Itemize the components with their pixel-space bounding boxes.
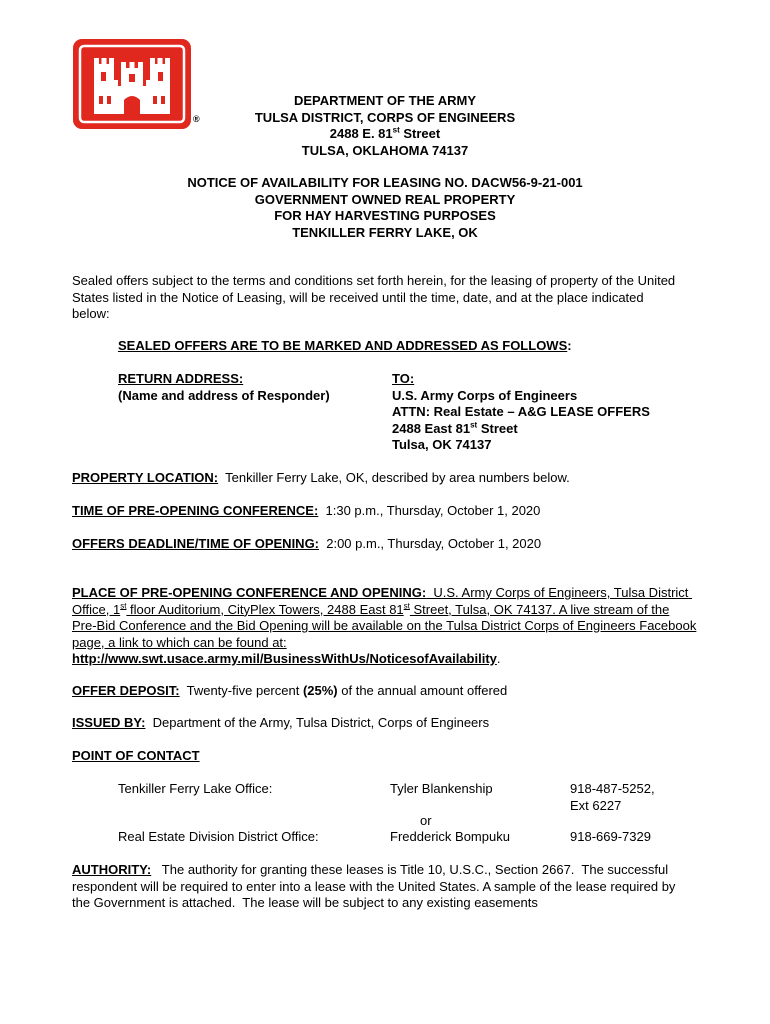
notices-link[interactable]: http://www.swt.usace.army.mil/BusinessWithUs/NoticesofAvailability — [72, 651, 497, 666]
letterhead-line3: 2488 E. 81st Street — [329, 125, 441, 141]
place-label: PLACE OF PRE-OPENING CONFERENCE AND OPENING: — [72, 585, 427, 600]
to-label: TO: — [392, 371, 415, 386]
intro-paragraph: Sealed offers subject to the terms and conditions set forth herein, for the leasing of property of the United States listed in the Notice of Leasing, will be received until the time, date, and at the place indicated below: — [72, 273, 676, 321]
notice-line1: NOTICE OF AVAILABILITY FOR LEASING NO. DACW56-9-21-001 — [187, 175, 583, 190]
return-address-label: RETURN ADDRESS: — [118, 371, 244, 386]
letterhead — [0, 93, 770, 159]
offer-deposit-label: OFFER DEPOSIT: — [72, 683, 180, 698]
poc-phone2: 918-669-7329 — [570, 829, 651, 844]
notice-line2: GOVERNMENT OWNED REAL PROPERTY — [254, 191, 516, 207]
to-address-block — [392, 371, 650, 454]
authority-paragraph: AUTHORITY: The authority for granting these leases is Title 10, U.S.C., Section 2667. The successful respondent will be required to enter into a lease with the United States. A sample of the lease required by the Government is attached. The lease will be subject to any existing easements — [72, 862, 680, 910]
to-line3: 2488 East 81st Street — [392, 420, 518, 436]
issued-by: ISSUED BY: Department of the Army, Tulsa District, Corps of Engineers — [72, 715, 490, 730]
issued-by-label: ISSUED BY: — [72, 715, 146, 730]
preopening-time: TIME OF PRE-OPENING CONFERENCE: 1:30 p.m., Thursday, October 1, 2020 — [72, 503, 541, 518]
letterhead-line4: TULSA, OKLAHOMA 74137 — [301, 142, 469, 158]
point-of-contact-heading: POINT OF CONTACT — [72, 748, 200, 763]
preopening-label: TIME OF PRE-OPENING CONFERENCE: — [72, 503, 319, 518]
poc-phone1: 918-487-5252, Ext 6227 — [570, 781, 655, 813]
place-paragraph: PLACE OF PRE-OPENING CONFERENCE AND OPENING: U.S. Army Corps of Engineers, Tulsa District Office, 1st floor Auditorium, CityPlex Towers, 2488 East 81st Street, Tulsa, OK 74137. A live stream of the Pre-Bid Conference and the Bid Opening will be available on the Tulsa District Corps of Engineers Facebook page, a link to which can be found at: http://www.swt.usace.army.mil/BusinessWithUs/NoticesofAvailability. — [72, 585, 697, 666]
notice-title — [0, 175, 770, 241]
notice-line3: FOR HAY HARVESTING PURPOSES — [274, 208, 496, 223]
registered-mark: ® — [193, 114, 200, 124]
offers-deadline: OFFERS DEADLINE/TIME OF OPENING: 2:00 p.m., Thursday, October 1, 2020 — [72, 536, 542, 551]
property-location-label: PROPERTY LOCATION: — [72, 470, 219, 485]
return-address-block — [118, 371, 330, 404]
to-line2: ATTN: Real Estate – A&G LEASE OFFERS — [392, 404, 650, 419]
letterhead-line2: TULSA DISTRICT, CORPS OF ENGINEERS — [254, 109, 516, 125]
to-line4: Tulsa, OK 74137 — [392, 437, 492, 452]
offer-deposit: OFFER DEPOSIT: Twenty-five percent (25%) of the annual amount offered — [72, 683, 508, 698]
authority-label: AUTHORITY: — [72, 862, 152, 877]
property-location: PROPERTY LOCATION: Tenkiller Ferry Lake, OK, described by area numbers below. — [72, 470, 570, 485]
return-address-sub: (Name and address of Responder) — [118, 387, 330, 403]
poc-or: or — [420, 813, 432, 828]
poc-office2: Real Estate Division District Office: — [118, 829, 319, 844]
sealed-offers-heading: SEALED OFFERS ARE TO BE MARKED AND ADDRESSED AS FOLLOWS: — [118, 338, 572, 353]
poc-office1: Tenkiller Ferry Lake Office: — [118, 781, 273, 796]
deadline-label: OFFERS DEADLINE/TIME OF OPENING: — [72, 536, 320, 551]
to-line1: U.S. Army Corps of Engineers — [392, 387, 578, 403]
poc-name2: Fredderick Bompuku — [390, 829, 510, 844]
notice-line4: TENKILLER FERRY LAKE, OK — [292, 224, 478, 240]
poc-name1: Tyler Blankenship — [390, 781, 493, 796]
letterhead-line1: DEPARTMENT OF THE ARMY — [294, 93, 476, 108]
